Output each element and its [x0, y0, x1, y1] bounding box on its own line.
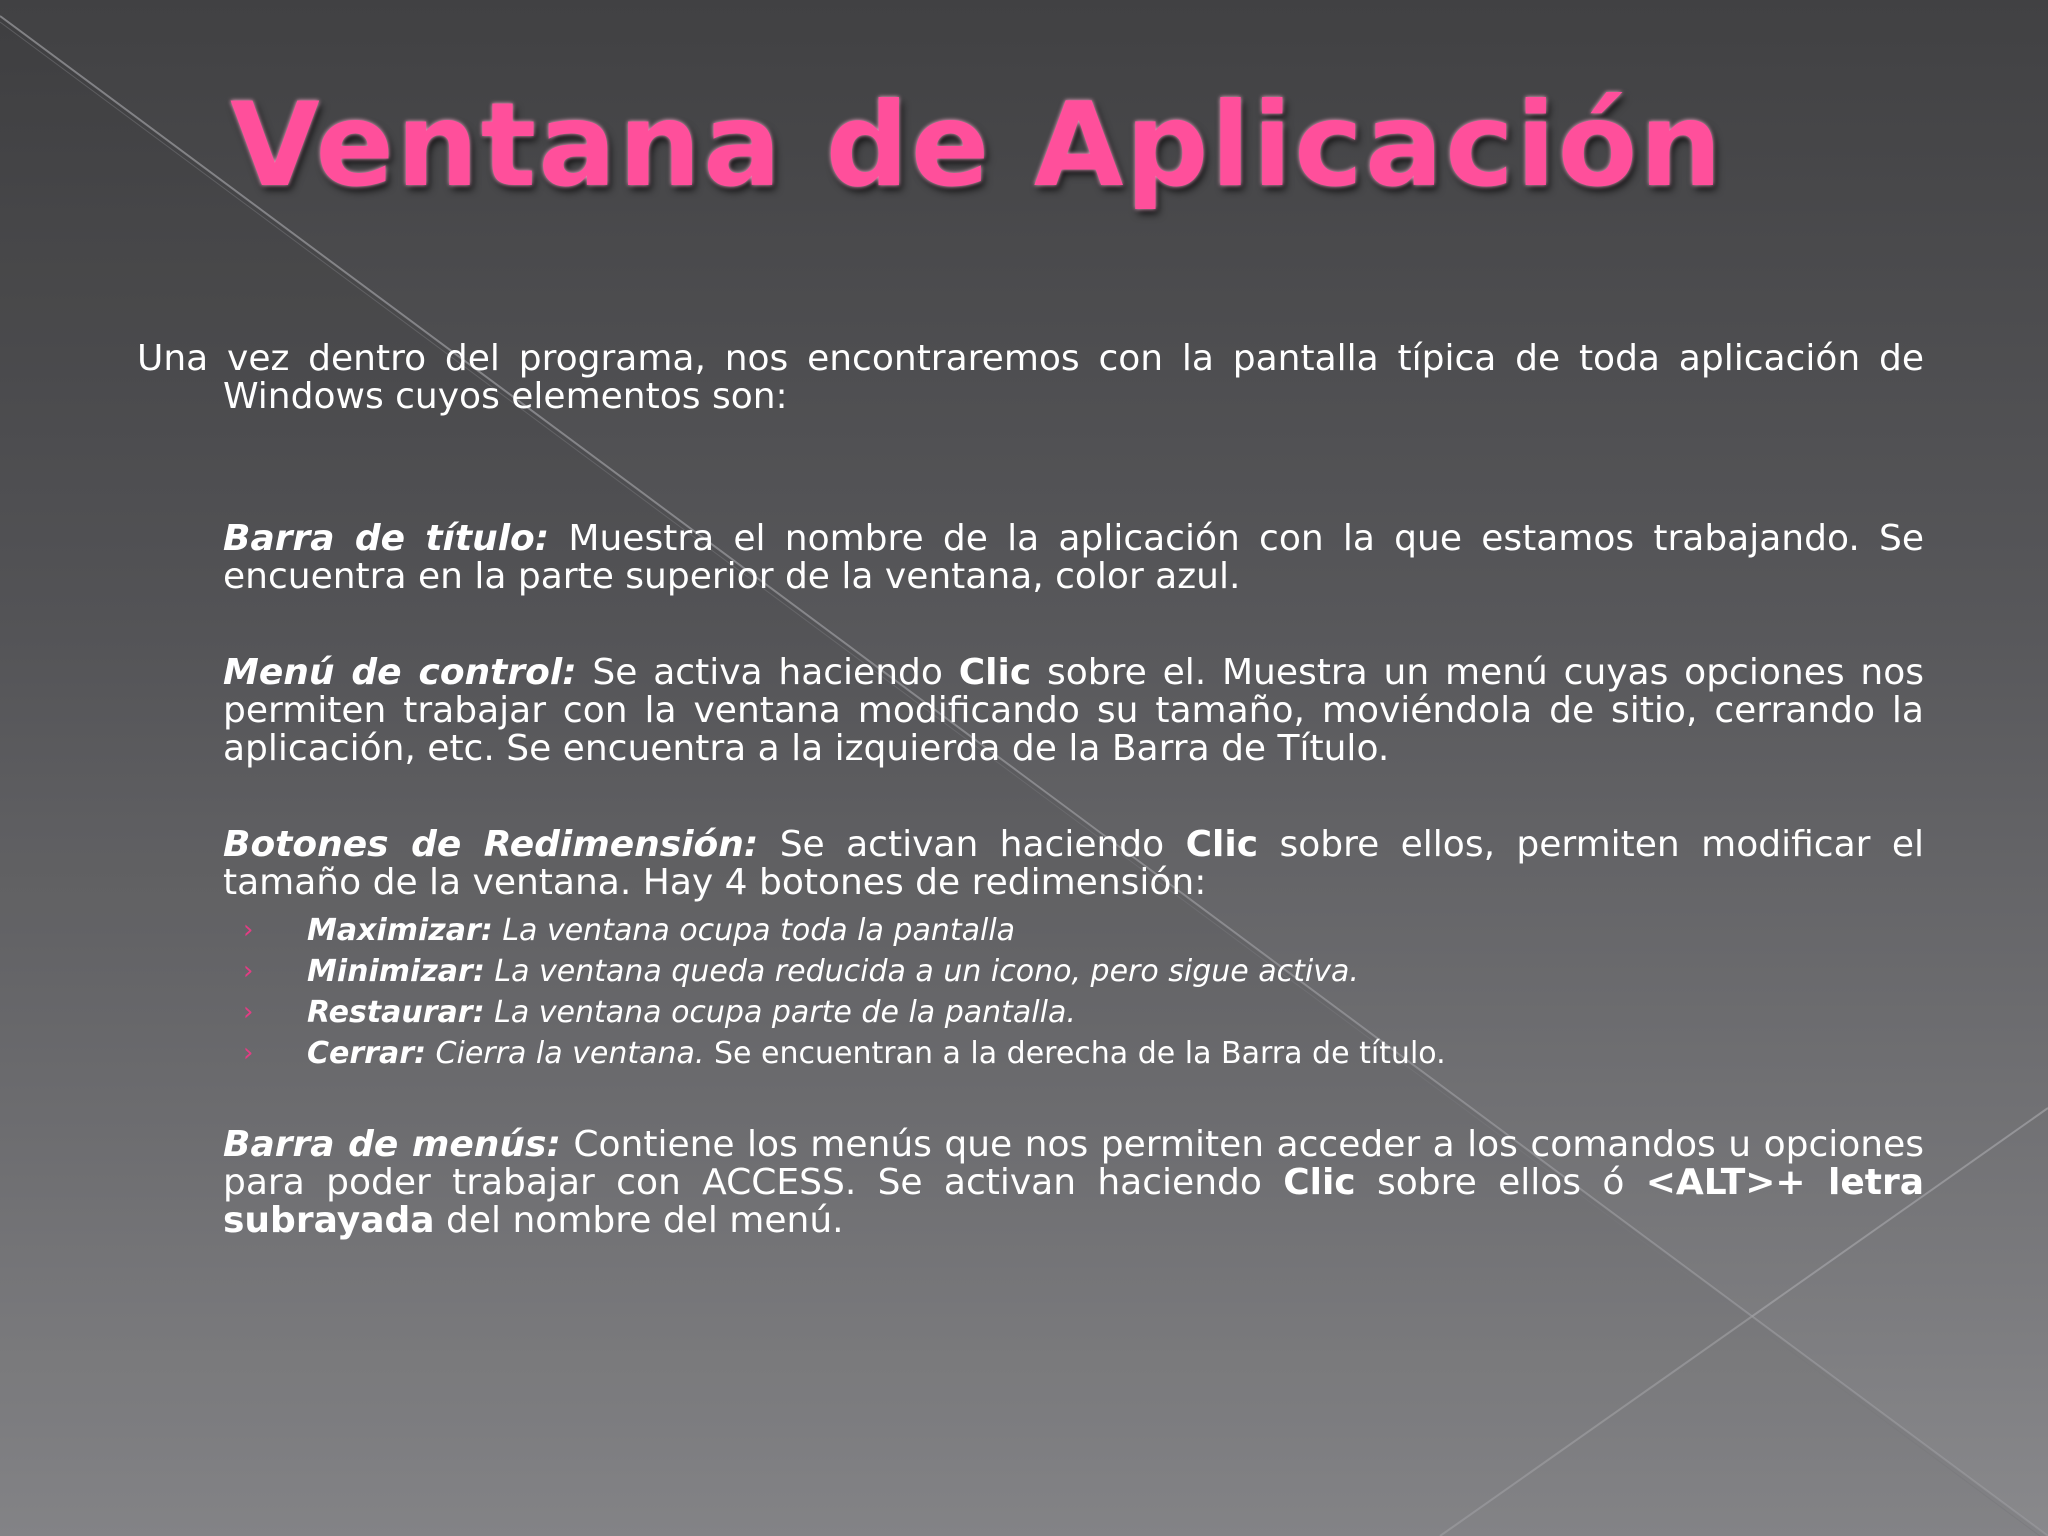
bullet-term: Maximizar: [307, 913, 493, 948]
section-text: Muestra el nombre de la aplicación con la que estamos trabajando. Se encuentra en la parte superior de la ventana, color azul. [223, 518, 1925, 597]
bullet-desc: La ventana queda reducida a un icono, pero sigue activa. [484, 954, 1359, 989]
list-item [223, 951, 1924, 992]
section-text: Se activa haciendo [576, 652, 959, 693]
bullet-term: Cerrar: [307, 1036, 426, 1071]
section-term: Botones de Redimensión: [223, 824, 759, 865]
intro-paragraph: Una vez dentro del programa, nos encontraremos con la pantalla típica de toda aplicación de Windows cuyos elementos son: [137, 338, 1924, 417]
section-strong: Clic [1185, 824, 1259, 865]
list-item [223, 910, 1924, 951]
bullet-desc: Cierra la ventana. [426, 1036, 705, 1071]
list-item [223, 1033, 1924, 1074]
bullet-term: Restaurar: [307, 995, 485, 1030]
section-text: sobre el. Muestra un menú cuyas opciones nos permiten trabajar con la ventana modificando su tamaño, moviéndola de sitio, cerrando la aplicación, etc. Se encuentra a la izquierda de la Barra de Título. [223, 652, 1925, 769]
section-term: Menú de control: [223, 652, 577, 693]
section-text: Contiene los menús que nos permiten acceder a los comandos u opciones para poder trabajar con ACCESS. Se activan haciendo [223, 1124, 1924, 1203]
section-strong: Clic [958, 652, 1032, 693]
section-term: Barra de título: [223, 518, 550, 559]
slide-content [137, 340, 1924, 1240]
chevron-right-icon: › [243, 956, 254, 986]
slide-title: Ventana de Aplicación [230, 78, 1724, 213]
section-menu-de-control [223, 654, 1924, 768]
section-text: sobre ellos ó [1355, 1162, 1646, 1203]
section-barra-de-menus [223, 1126, 1924, 1240]
section-botones-de-redimension [223, 826, 1924, 902]
section-strong: <ALT>+ letra subrayada [223, 1162, 1924, 1241]
chevron-right-icon: › [243, 915, 254, 945]
section-text: Se activan haciendo [758, 824, 1186, 865]
bullet-tail: Se encuentran a la derecha de la Barra de título. [704, 1036, 1446, 1071]
section-text: sobre ellos, permiten modificar el tamaño de la ventana. Hay 4 botones de redimensión: [223, 824, 1924, 903]
resize-buttons-list [223, 910, 1924, 1074]
section-term: Barra de menús: [223, 1124, 561, 1165]
section-strong: Clic [1283, 1162, 1356, 1203]
section-text: del nombre del menú. [434, 1200, 844, 1241]
section-barra-de-titulo [223, 520, 1924, 596]
list-item [223, 992, 1924, 1033]
chevron-right-icon: › [243, 997, 254, 1027]
bullet-desc: La ventana ocupa parte de la pantalla. [484, 995, 1076, 1030]
chevron-right-icon: › [243, 1038, 254, 1068]
bullet-desc: La ventana ocupa toda la pantalla [492, 913, 1016, 948]
bullet-term: Minimizar: [307, 954, 485, 989]
